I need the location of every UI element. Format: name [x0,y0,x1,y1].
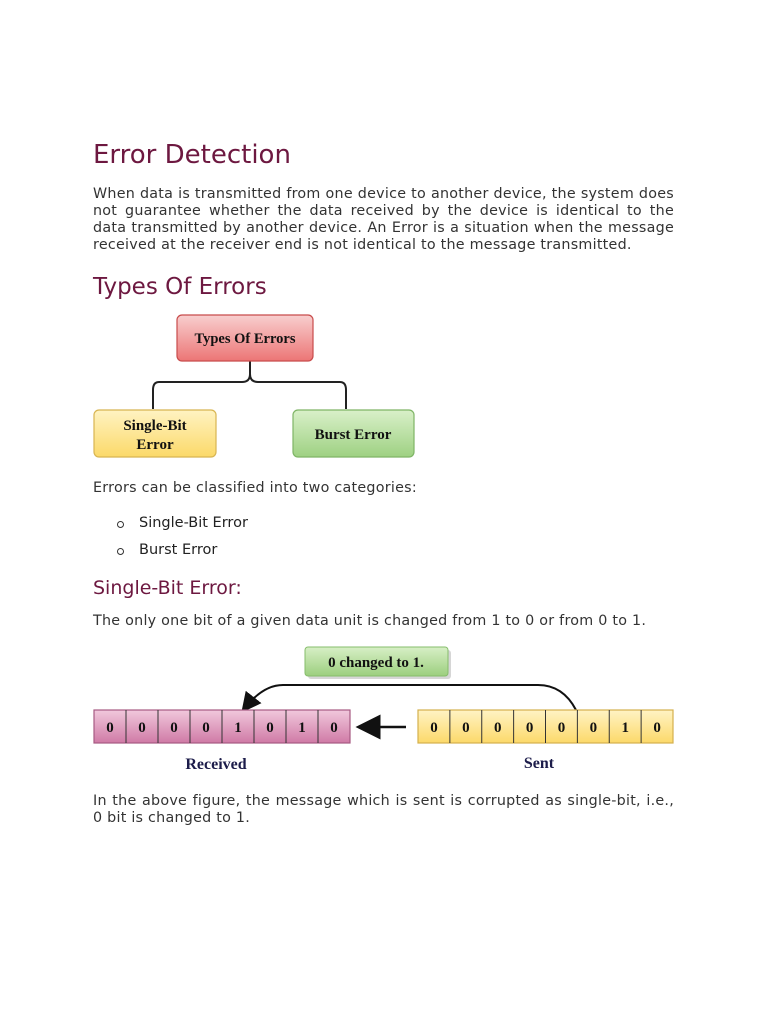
tree-single-bit-box [94,410,216,457]
received-bit-6: 1 [298,720,306,736]
list-item-label: Single-Bit Error [139,515,248,531]
sent-bit-2: 0 [493,720,502,736]
received-bit-1: 0 [138,720,146,736]
sent-bits-row [418,710,673,743]
received-bit-0: 0 [106,720,114,736]
category-list [93,510,674,563]
received-bit-2: 0 [170,720,178,736]
bullet-icon [117,548,124,555]
sent-bit-6: 1 [621,720,629,736]
callout-label: 0 changed to 1. [328,655,424,671]
callout-box [305,647,451,679]
tree-single-bit-label-2: Error [136,437,174,453]
tree-burst-box [293,410,414,457]
types-heading: Types Of Errors [93,274,267,300]
list-item-label: Burst Error [139,541,218,558]
tree-single-bit-label-1: Single-Bit [123,418,187,434]
bullet-icon [117,521,124,528]
change-arrow [245,685,576,710]
single-bit-error-figure [93,646,675,781]
tree-burst-label: Burst Error [314,427,392,443]
tree-root-label: Types Of Errors [194,331,296,347]
received-bit-5: 0 [266,720,274,736]
list-item [93,537,674,564]
received-bit-3: 0 [202,720,210,736]
sent-bit-0: 0 [430,720,438,736]
sent-bit-5: 0 [589,720,598,736]
types-of-errors-diagram [93,314,423,464]
received-bits-row [94,710,350,743]
page-title: Error Detection [93,140,291,170]
sent-bit-7: 0 [653,720,661,736]
received-label: Received [185,756,247,773]
sent-bit-1: 0 [462,720,470,736]
tree-root-box [177,315,313,361]
sent-label: Sent [523,755,555,772]
figure-caption: In the above figure, the message which is sent is corrupted as single-bit, i.e., 0 bit is changed to 1. [93,793,674,826]
sent-bit-4: 0 [557,720,566,736]
list-item [93,510,674,537]
intro-paragraph: When data is transmitted from one device to another device, the system does not guarantee whether the data received by the device is identical to the data transmitted by another device. An Error is a situation when the message received at the receiver end is not identical to the message transmitted. [93,186,674,253]
sent-bit-3: 0 [525,720,534,736]
single-bit-description: The only one bit of a given data unit is changed from 1 to 0 or from 0 to 1. [93,613,647,629]
received-bit-4: 1 [234,720,242,736]
article-content [93,138,674,827]
classification-text: Errors can be classified into two categories: [93,480,417,496]
received-bit-7: 0 [330,720,338,736]
single-bit-heading: Single-Bit Error: [93,577,242,599]
